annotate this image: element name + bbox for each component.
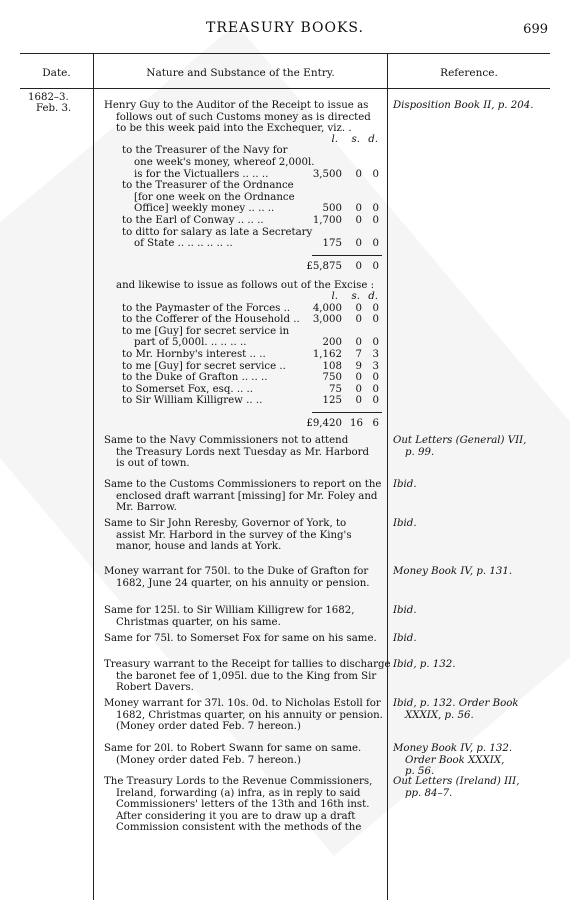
payment-line: to the Earl of Conway .. .. ..: [122, 215, 264, 226]
entry-reference: XXXIX, p. 56.: [405, 709, 474, 721]
date-column-header: Date.: [42, 67, 71, 79]
payment-amount-pence: 0: [372, 314, 379, 326]
total-amount-pounds: £9,420: [306, 418, 342, 429]
entry-text-line: Same for 75l. to Somerset Fox for same on his same.: [104, 633, 377, 644]
payment-line: to Sir William Killigrew .. ..: [122, 395, 263, 407]
payment-line: to ditto for salary as late a Secretary: [122, 226, 313, 238]
entry-text-line: manor, house and lands at York.: [116, 541, 282, 553]
payment-line: to the Cofferer of the Household ..: [122, 314, 300, 326]
payment-amount-shillings: 0: [355, 337, 362, 349]
entry-text-line: Treasury warrant to the Receipt for tallies to discharge: [104, 659, 391, 670]
payment-amount-pence: 0: [372, 302, 379, 314]
payment-amount-pounds: 750: [322, 372, 342, 384]
entry-text-line: (Money order dated Feb. 7 hereon.): [116, 754, 301, 766]
payment-amount-pounds: 200: [322, 337, 342, 349]
entry-reference: Order Book XXXIX,: [405, 754, 505, 766]
payment-amount-shillings: 0: [355, 302, 362, 314]
payment-amount-shillings: 0: [355, 314, 362, 326]
entry-reference: p. 99.: [405, 446, 435, 458]
total-amount-pence: 0: [372, 260, 379, 272]
entry-text-line: is out of town.: [116, 458, 190, 470]
entry-text-line: Same to the Navy Commissioners not to attend: [104, 435, 349, 446]
entry-text-line: 1682, June 24 quarter, on his annuity or pension.: [116, 577, 370, 589]
entry-text-line: Money warrant for 750l. to the Duke of Grafton for: [104, 566, 369, 577]
payment-amount-pounds: 3,500: [312, 168, 342, 180]
entry-reference: Out Letters (General) VII,: [393, 435, 527, 446]
entry-text-line: Commissioners' letters of the 13th and 16th inst.: [116, 799, 370, 811]
payment-amount-pence: 0: [372, 168, 379, 180]
payment-amount-pence: 0: [372, 203, 379, 215]
entry-text-line: the Treasury Lords next Tuesday as Mr. Harbord: [116, 446, 370, 458]
lsd-header-s2: s.: [351, 291, 360, 302]
entry-reference: Ibid.: [393, 633, 417, 644]
entry-text-line: Money warrant for 37l. 10s. 0d. to Nicholas Estoll for: [104, 698, 381, 709]
top-rule: [20, 53, 550, 54]
lsd-header-s: s.: [351, 133, 360, 145]
payment-amount-pounds: 1,700: [312, 215, 342, 226]
entry-text-line: Robert Davers.: [116, 682, 194, 694]
payment-line: one week's money, whereof 2,000l.: [134, 157, 315, 168]
entry-reference: p. 56.: [405, 766, 435, 778]
payment-amount-pounds: 75: [329, 383, 342, 395]
entry-text-line: assist Mr. Harbord in the survey of the King's: [116, 529, 352, 541]
payment-amount-pounds: 175: [322, 238, 342, 250]
total-amount-pounds: £5,875: [306, 260, 342, 272]
payment-line: to the Duke of Grafton .. .. ..: [122, 372, 268, 384]
payment-amount-pence: 3: [372, 349, 379, 360]
payment-amount-shillings: 0: [355, 372, 362, 384]
entry-text-line: Ireland, forwarding (a) infra, as in reply to said: [116, 787, 361, 799]
entry-text-line: Same to the Customs Commissioners to report on the: [104, 479, 382, 490]
entry-text-line: follows out of such Customs money as is directed: [116, 111, 371, 123]
payment-line: Office] weekly money .. .. ..: [134, 203, 275, 215]
payment-amount-pounds: 4,000: [312, 302, 342, 314]
payment-amount-shillings: 0: [355, 203, 362, 215]
entry-text-line: Henry Guy to the Auditor of the Receipt to issue as: [104, 100, 369, 111]
payment-line: is for the Victuallers .. .. ..: [134, 168, 269, 180]
payment-amount-shillings: 7: [355, 349, 362, 360]
entry-reference: Disposition Book II, p. 204.: [393, 100, 534, 111]
payment-line: to me [Guy] for secret service in: [122, 325, 290, 337]
total-amount-pence: 6: [372, 418, 379, 429]
payment-amount-pence: 0: [372, 372, 379, 384]
running-title: TREASURY BOOKS.: [206, 20, 364, 36]
total-rule: [312, 255, 382, 256]
payment-line: [for one week on the Ordnance: [134, 191, 295, 203]
payment-line: part of 5,000l. .. .. .. ..: [134, 337, 247, 349]
entry-text-line: Same for 125l. to Sir William Killigrew for 1682,: [104, 605, 355, 616]
entry-reference: Out Letters (Ireland) III,: [393, 776, 520, 787]
header-bottom-rule: [20, 88, 550, 89]
entry-text-line: to be this week paid into the Exchequer, viz. .: [116, 123, 352, 135]
entry-text-line: enclosed draft warrant [missing] for Mr. Foley and: [116, 490, 378, 502]
payment-line: to Somerset Fox, esq. .. ..: [122, 383, 254, 395]
payment-amount-pounds: 125: [322, 395, 342, 407]
payment-amount-shillings: 0: [355, 168, 362, 180]
reference-column-divider: [387, 53, 388, 900]
total-amount-shillings: 0: [355, 260, 362, 272]
reference-column-header: Reference.: [440, 67, 498, 79]
payment-line: to the Treasurer of the Ordnance: [122, 180, 294, 192]
payment-amount-pence: 0: [372, 215, 379, 226]
nature-column-header: Nature and Substance of the Entry.: [146, 67, 335, 79]
payment-amount-shillings: 0: [355, 238, 362, 250]
payment-amount-shillings: 0: [355, 395, 362, 407]
lsd-header-l2: l.: [331, 291, 338, 302]
total-amount-shillings: 16: [350, 418, 363, 429]
entry-text-line: Same to Sir John Reresby, Governor of York, to: [104, 518, 347, 529]
entry-text-line: Mr. Barrow.: [116, 502, 177, 514]
entry-reference: Money Book IV, p. 131.: [393, 566, 513, 577]
excise-line: and likewise to issue as follows out of the Excise :: [116, 280, 375, 292]
entry-reference: Ibid.: [393, 479, 417, 490]
payment-amount-pounds: 3,000: [312, 314, 342, 326]
entry-reference: Money Book IV, p. 132.: [393, 743, 513, 754]
payment-amount-pounds: 500: [322, 203, 342, 215]
entry-text-line: Commission consistent with the methods of the: [116, 822, 362, 834]
entry-text-line: 1682, Christmas quarter, on his annuity or pension.: [116, 709, 383, 721]
payment-amount-pounds: 1,162: [312, 349, 342, 360]
entry-reference: Ibid, p. 132. Order Book: [393, 698, 519, 709]
entry-text-line: (Money order dated Feb. 7 hereon.): [116, 721, 301, 733]
year-date: 1682–3.: [28, 92, 69, 103]
lsd-header-l: l.: [331, 133, 338, 145]
lsd-header-d2: d.: [368, 291, 378, 302]
payment-amount-shillings: 0: [355, 215, 362, 226]
entry-reference: Ibid, p. 132.: [393, 659, 456, 670]
entry-text-line: the baronet fee of 1,095l. due to the King from Sir: [116, 670, 377, 682]
payment-amount-pence: 3: [372, 360, 379, 372]
entry-text-line: The Treasury Lords to the Revenue Commissioners,: [104, 776, 373, 787]
payment-amount-shillings: 9: [355, 360, 362, 372]
date-column-divider: [93, 53, 94, 900]
payment-line: to the Paymaster of the Forces ..: [122, 302, 291, 314]
payment-amount-pence: 0: [372, 238, 379, 250]
lsd-header-d: d.: [368, 133, 378, 145]
entry-text-line: Same for 20l. to Robert Swann for same on same.: [104, 743, 362, 754]
entry-reference: Ibid.: [393, 605, 417, 616]
payment-line: to Mr. Hornby's interest .. ..: [122, 349, 266, 360]
payment-amount-shillings: 0: [355, 383, 362, 395]
page-number: 699: [523, 22, 548, 37]
payment-amount-pence: 0: [372, 395, 379, 407]
day-date: Feb. 3.: [36, 103, 72, 114]
payment-amount-pence: 0: [372, 383, 379, 395]
payment-line: to me [Guy] for secret service ..: [122, 360, 286, 372]
payment-amount-pence: 0: [372, 337, 379, 349]
entry-reference: Ibid.: [393, 518, 417, 529]
total-rule: [312, 412, 382, 413]
payment-line: of State .. .. .. .. .. ..: [134, 238, 233, 250]
payment-amount-pounds: 108: [322, 360, 342, 372]
entry-reference: pp. 84–7.: [405, 787, 453, 799]
payment-line: to the Treasurer of the Navy for: [122, 145, 288, 157]
entry-text-line: After considering it you are to draw up a draft: [116, 810, 356, 822]
entry-text-line: Christmas quarter, on his same.: [116, 616, 281, 628]
